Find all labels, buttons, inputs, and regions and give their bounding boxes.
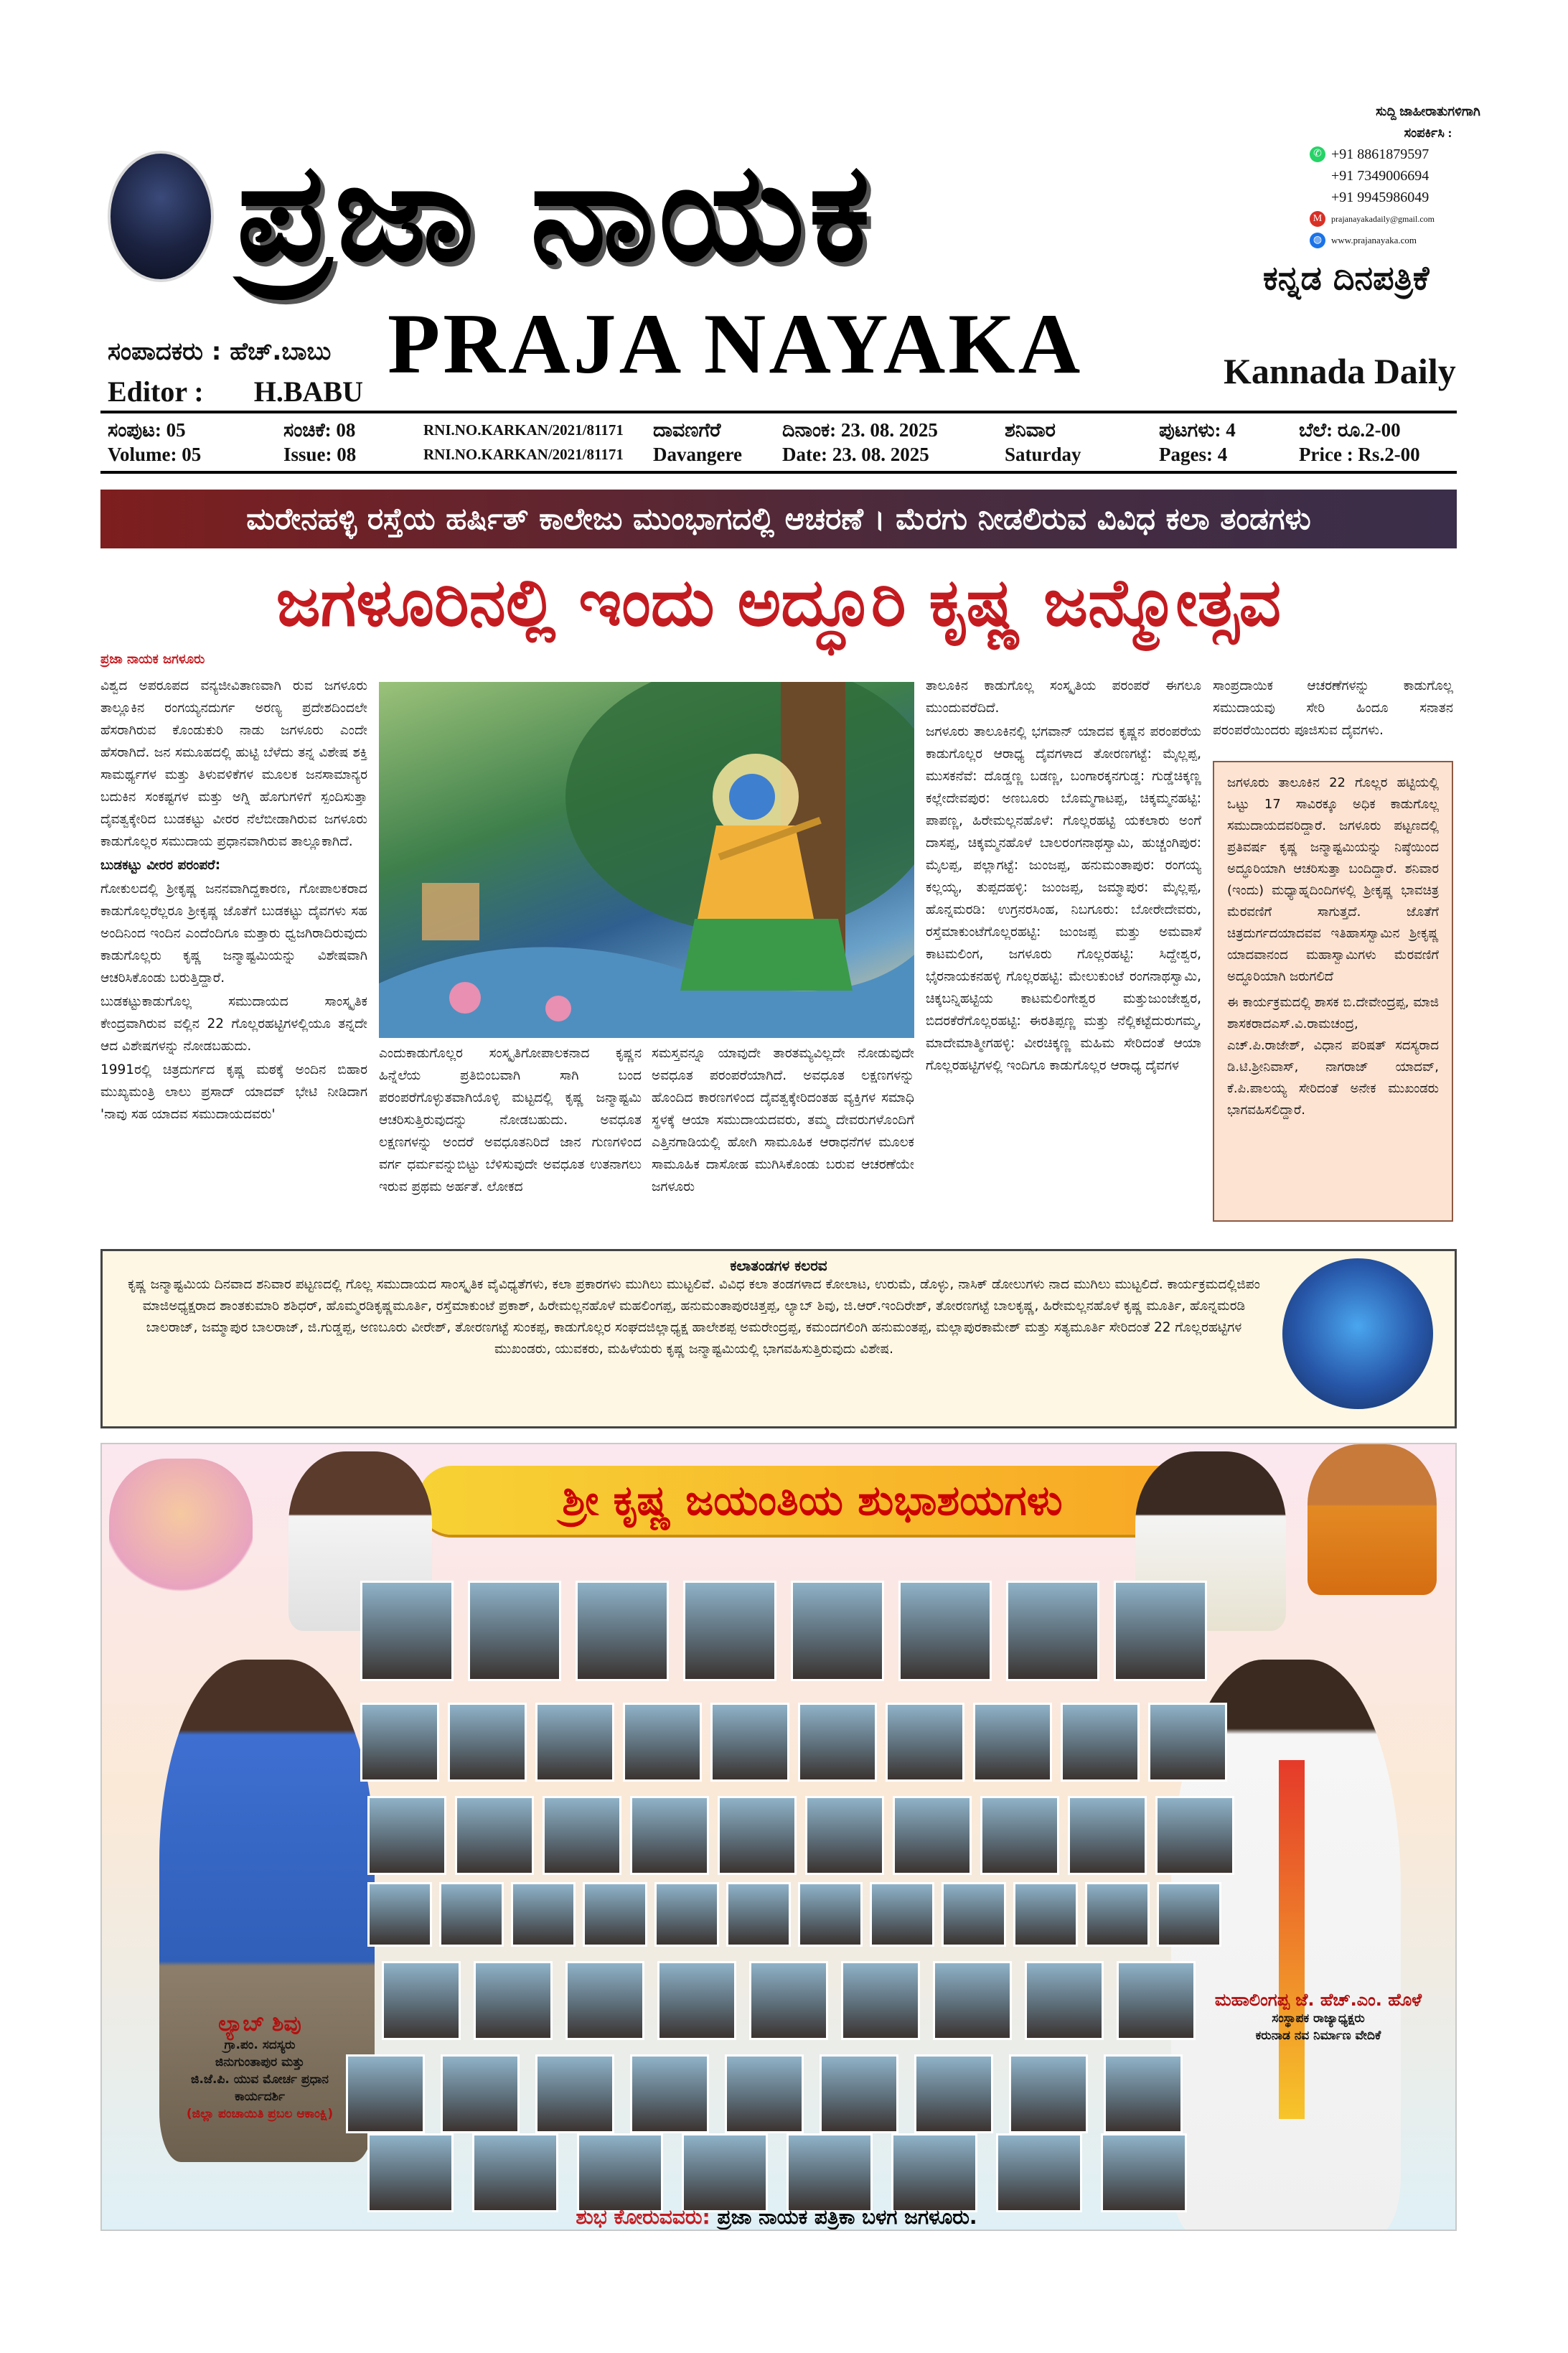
email-icon: M (1310, 211, 1325, 227)
supporter-photo (1155, 1796, 1234, 1875)
supporter-photo (933, 1961, 1012, 2040)
phone-1[interactable]: +91 8861879597 (1331, 146, 1429, 162)
supporter-photo (973, 1703, 1052, 1782)
editor-label: Editor : (108, 375, 204, 408)
supporter-photo (468, 1581, 561, 1681)
editor-kannada: ಸಂಪಾದಕರು : ಹೆಚ್.ಬಾಬು (108, 337, 332, 366)
supporter-photo (1085, 1882, 1150, 1947)
supporter-photo (1068, 1796, 1147, 1875)
supporter-photo (472, 2133, 558, 2212)
supporter-photo (798, 1703, 877, 1782)
supporter-photo (893, 1796, 972, 1875)
supporter-photo (565, 1961, 644, 2040)
rni-info: RNI.NO.KARKAN/2021/81171 RNI.NO.KARKAN/2021/81171 (423, 421, 624, 463)
masthead-subtitle-kannada: ಕನ್ನಡ ದಿನಪತ್ರಿಕೆ (1263, 258, 1429, 297)
krishna-child-image (1282, 1258, 1433, 1409)
article-column-2: ಎಂದುಕಾಡುಗೊಲ್ಲರ ಸಂಸ್ಕೃತಿಗೋಪಾಲಕನಾದ ಕೃಷ್ಣನ ಹಿನ್ನೆಲೆಯ ಪ್ರತಿಬಿಂಬವಾಗಿ ಸಾಗಿ ಬಂದ ಪರಂಪರೆಗೊಳ್ಳುತವಾಗಿಯೊಳ್ಳಿ ಮಟ್ಟದಲ್ಲಿ ಕೃಷ್ಣ ಜನ್ಮಾಷ್ಟಮಿ ಆಚರಿಸುತ್ತಿರುವುದನ್ನು ನೋಡಬಹುದು. ಅವಧೂತ ಲಕ್ಷಣಗಳನ್ನು ಅಂದರೆ ಅವಧೂತನಿರಿದೆ ಜಾನ ಗುಣಗಳಿಂದ ವರ್ಗ ಧರ್ಮವನ್ನುಬಿಟ್ಟು ಬೆಳಿಸುವುದೇ ಅವಧೂತ ಉತನಾಗಲು ಇರುವ ಪ್ರಥಮ ಅರ್ಹತೆ. ಲೋಕದ (379, 1046, 642, 1194)
shawl-decoration (1279, 1760, 1305, 2119)
greeting-advertisement (100, 1443, 1457, 2231)
supporter-photo (441, 2054, 520, 2133)
supporter-photo (657, 1961, 736, 2040)
supporter-photo (455, 1796, 534, 1875)
supporter-photo (535, 2054, 614, 2133)
ambedkar-portrait (108, 151, 214, 282)
supporter-photo (577, 2133, 663, 2212)
supporter-photo (1157, 1882, 1221, 1947)
supporter-photo (914, 2054, 993, 2133)
krishna-scene-icon (379, 682, 914, 1038)
supporter-photo (749, 1961, 828, 2040)
supporter-photo (718, 1796, 797, 1875)
supporter-photo (1148, 1703, 1227, 1782)
right-person-caption: ಮಹಾಲಿಂಗಪ್ಪ ಜೆ. ಹೆಚ್.ಎಂ. ಹೊಳೆ ಸಂಸ್ಥಾಪಕ ರಾಜ್ಯಾಧ್ಯಕ್ಷರು ಕರುನಾಡ ನವ ನಿರ್ಮಾಣ ವೇದಿಕೆ (1214, 1990, 1422, 2043)
supporter-photo (630, 1796, 709, 1875)
krishna-illustration (379, 682, 914, 1038)
contact-block (1310, 100, 1546, 251)
supporter-photo (382, 1961, 461, 2040)
editor-name: H.BABU (253, 375, 363, 408)
supporter-photo (1061, 1703, 1140, 1782)
supporter-photo (623, 1703, 702, 1782)
price-info: ಬೆಲೆ: ರೂ.2-00 Price : Rs.2-00 (1299, 419, 1420, 465)
ad-title: ಶ್ರೀ ಕೃಷ್ಣ ಜಯಂತಿಯ ಶುಭಾಶಯಗಳು (418, 1466, 1207, 1535)
info-sidebox: ಜಗಳೂರು ತಾಲೂಕಿನ 22 ಗೊಲ್ಲರ ಹಟ್ಟಿಯಲ್ಲಿ ಒಟ್ಟು 17 ಸಾವಿರಕ್ಕೂ ಅಧಿಕ ಕಾಡುಗೊಲ್ಲ ಸಮುದಾಯದವರಿದ್ದಾರೆ. ಜಗಳೂರು ಪಟ್ಟಣದಲ್ಲಿ ಪ್ರತಿವರ್ಷ ಕೃಷ್ಣ ಜನ್ಮಾಷ್ಟಮಿಯನ್ನು ನಿಷ್ಠೆಯಿಂದ ಅದ್ಧೂರಿಯಾಗಿ ಆಚರಿಸುತ್ತಾ ಬಂದಿದ್ದಾರೆ. ಶನಿವಾರ (ಇಂದು) ಮಧ್ಯಾಹ್ನದಿಂದಿಗಳಲ್ಲಿ ಶ್ರೀಕೃಷ್ಣ ಭಾವಚಿತ್ರ ಮೆರವಣಿಗೆ ಸಾಗುತ್ತದೆ. ಜೊತೆಗೆ ಚಿತ್ರದುರ್ಗದಯಾದವವ ಇತಿಹಾಸಸ್ವಾಮಿನ ಶ್ರೀಕೃಷ್ಣ ಯಾದವಾನಂದ ಮಹಾಸ್ವಾಮಿಗಳು ಮೆರವಣಿಗೆ ಅದ್ಧೂರಿಯಾಗಿ ಜರುಗಲಿದೆ ಈ ಕಾರ್ಯಕ್ರಮದಲ್ಲಿ ಶಾಸಕ ಬಿ.ದೇವೇಂದ್ರಪ್ಪ, ಮಾಜಿ ಶಾಸಕರಾದಎಸ್.ವಿ.ರಾಮಚಂದ್ರ, ಎಚ್.ಪಿ.ರಾಜೇಶ್, ವಿಧಾನ ಪರಿಷತ್ ಸದಸ್ಯರಾದ ಡಿ.ಟಿ.ಶ್ರೀನಿವಾಸ್, ನಾಗರಾಜ್ ಯಾದವ್, ಕೆ.ಪಿ.ಪಾಲಯ್ಯ ಸೇರಿದಂತೆ ಅನೇಕ ಮುಖಂಡರು ಭಾಗವಹಿಸಲಿದ್ದಾರೆ. (1213, 761, 1453, 1222)
supporter-photo (682, 2133, 768, 2212)
article-column-5: ಸಾಂಪ್ರದಾಯಿಕ ಆಚರಣೆಗಳನ್ನು ಕಾಡುಗೊಲ್ಲ ಸಮುದಾಯವು ಸೇರಿ ಹಿಂದೂ ಸನಾತನ ಪರಂಪರೆಯಿಂದರು ಪೂಜಿಸುವ ದೈವಗಳು. (1213, 678, 1453, 738)
supporter-photo (980, 1796, 1059, 1875)
contact-web[interactable]: www.prajanayaka.com (1331, 235, 1417, 245)
art-troupes-text: ಕೃಷ್ಣ ಜನ್ಮಾಷ್ಟಮಿಯ ದಿನವಾದ ಶನಿವಾರ ಪಟ್ಟಣದಲ್ಲಿ ಗೊಲ್ಲ ಸಮುದಾಯದ ಸಾಂಸ್ಕೃತಿಕ ವೈವಿಧ್ಯತೆಗಳು, ಕಲಾ ಪ್ರಕಾರಗಳು ಮುಗಿಲು ಮುಟ್ಟಲಿವೆ. ವಿವಿಧ ಕಲಾ ತಂಡಗಳಾದ ಕೋಲಾಟ, ಉರುಮೆ, ಡೊಳ್ಳು, ನಾಸಿಕ್ ಡೋಲುಗಳು ನಾದ ಮುಗಿಲು ಮುಟ್ಟಲಿದೆ. ಕಾರ್ಯಕ್ರಮದಲ್ಲಿಜಿಪಂ ಮಾಜಿಅಧ್ಯಕ್ಷರಾದ ಶಾಂತಕುಮಾರಿ ಶಶಿಧರ್, ಹೊಮ್ಮರಡಿಕೃಷ್ಣಮೂರ್ತಿ, ರಸ್ತೆಮಾಕುಂಟೆ ಪ್ರಕಾಶ್, ಹಿರೇಮಲ್ಲನಹೊಳೆ ಮಹಲಿಂಗಪ್ಪ, ಹನುಮಂತಾಪುರಚಿತ್ತಪ್ಪ, ಲ್ಯಾಬ್ ಶಿವು, ಜಿ.ಆರ್.ಇಂದಿರೇಶ್, ತೋರಣಗಟ್ಟೆ ಬಾಲಕೃಷ್ಣ, ಹಿರೇಮಲ್ಲನಹೊಳೆ ಕೃಷ್ಣ ಮೂರ್ತಿ, ಹೊನ್ನಮರಡಿ ಬಾಲರಾಜ್, ಜಮ್ಮಾಪುರ ಬಾಲರಾಜ್, ಜಿ.ಗುಡ್ಡಪ್ಪ, ಅಣಬೂರು ವೀರೇಶ್, ತೋರಣಗಟ್ಟೆ ಸುಂಕಪ್ಪ, ಕಾಡುಗೊಲ್ಲರ ಸಂಘದಜಿಲ್ಲಾಧ್ಯಕ್ಷ ಹಾಲೇಶಪ್ಪ ಅಮರೇಂದ್ರಪ್ಪ, ಕಮಂದಗಲಿಂಗಿ ಹನುಮಂತಪ್ಪ, ಮಲ್ಲಾಪುರಕಾಮೇಶ್ ಮತ್ತು ಸತ್ಯಮೂರ್ತಿ ಸೇರಿದಂತೆ 22 ಗೊಲ್ಲರಹಟ್ಟಿಗಳ ಮುಖಂಡರು, ಯುವಕರು, ಮಹಿಳೆಯರು ಕೃಷ್ಣ ಜನ್ಮಾಷ್ಟಮಿಯಲ್ಲಿ ಭಾಗವಹಿಸುತ್ತಿರುವುದು ವಿಶೇಷ. (128, 1277, 1260, 1357)
article-column-4: ತಾಲೂಕಿನ ಕಾಡುಗೊಲ್ಲ ಸಂಸ್ಕೃತಿಯ ಪರಂಪರೆ ಈಗಲೂ ಮುಂದುವರೆದಿದೆ. ಜಗಳೂರು ತಾಲೂಕಿನಲ್ಲಿ ಭಗವಾನ್ ಯಾದವ ಕೃಷ್ಣನ ಪರಂಪರೆಯ ಕಾಡುಗೊಲ್ಲರ ಆರಾಧ್ಯ ದೈವಗಳಾದ ತೋರಣಗಟ್ಟೆ: ಮೈಲ್ಲಪ್ಪ, ಮುಸಕನೆವೆ: ದೊಡ್ಡಣ್ಣ ಬಡಣ್ಣ, ಬಂಗಾರಕ್ಕನಗುಡ್ಡ: ಗುಡ್ಡೆಚಿಕ್ಕಣ್ಣ ಕಲ್ಲೇದೇವಪುರ: ಅಣಬೂರು ಬೊಮ್ಮಗಾಟಪ್ಪ, ಚಿಕ್ಕಮ್ಮನಹಟ್ಟಿ: ಪಾಪಣ್ಣ, ಹಿರೇಮಲ್ಲನಹೊಳೆ: ಗೊಲ್ಲರಹಟ್ಟಿ ಯಕಲಾರು ಅಂಗೆ ದಾಸಪ್ಪ, ಚಿಕ್ಕಮ್ಮನಹೊಳೆ ಬಾಲರಂಗನಾಥಸ್ವಾಮಿ, ಹುಚ್ಚಂಗಿಪುರ: ಮೈಲಪ್ಪ, ಪಲ್ಲಾಗಟ್ಟೆ: ಜುಂಜಪ್ಪ, ಹನುಮಂತಾಪುರ: ರಂಗಯ್ಯ ಕಲ್ಲಯ್ಯ, ತುಪ್ಪದಹಳ್ಳಿ: ಜುಂಜಪ್ಪ, ಜಮ್ಮಾಪುರ: ಮೈಲ್ಲಪ್ಪ, ಹೊನ್ನಮರಡಿ: ಉಗ್ರನರಸಿಂಹ, ನಿಬಗೂರು: ಬೋರೇದೇವರು, ರಸ್ತೆಮಾಕುಂಟೆಗೊಲ್ಲರಹಟ್ಟಿ: ಜುಂಜಪ್ಪ ಮತ್ತು ಅಮವಾಸೆ ಕಾಟಮಲಿಂಗ, ಜಗಳೂರು ಗೊಲ್ಲರಹಟ್ಟಿ: ಸಿದ್ದೇಶ್ವರ, ಭೈರನಾಯಕನಹಳ್ಳಿ ಗೊಲ್ಲರಹಟ್ಟಿ: ಮೇಲುಕುಂಟೆ ರಂಗನಾಥಸ್ವಾಮಿ, ಚಿಕ್ಕಬನ್ನಿಹಟ್ಟಿಯ ಕಾಟಮಲಿಂಗೇಶ್ವರ ಮತ್ತುಜುಂಜೇಶ್ವರ, ಬಿದರಕೆರೆಗೊಲ್ಲರಹಟ್ಟಿ: ಈರತಿಪ್ಪಣ್ಣ ಮತ್ತು ನೆಲ್ಲಿಕಟ್ಟೆದುರುಗಮ್ಮ, ಮಾದೇಮಾತ್ಮೀಗಹಳ್ಳಿ: ವೀರಚಿಕ್ಕಣ್ಣ ಮಹಿಮ ಸೇರಿದಂತೆ ಆಯಾ ಗೊಲ್ಲರಹಟ್ಟಿಗಳಲ್ಲಿ ಇಂದಿಗೂ ಕಾಡುಗೊಲ್ಲರ ಆರಾಧ್ಯ ದೈವಗಳ (926, 678, 1201, 1073)
baby-krishna-image (109, 1459, 253, 1617)
supporter-photo (683, 1581, 776, 1681)
phone-2[interactable]: +91 7349006694 (1331, 168, 1429, 184)
supporter-photo (870, 1882, 934, 1947)
supporter-photo (1013, 1882, 1078, 1947)
article-column-3: ಸಮಸ್ತವನ್ನೂ ಯಾವುದೇ ತಾರತಮ್ಯವಿಲ್ಲದೇ ನೋಡುವುದೇ ಅವಧೂತ ಪರಂಪರೆಯಾಗಿದೆ. ಅವಧೂತ ಲಕ್ಷಣಗಳನ್ನು ಹೊಂದಿದ ಕಾರಣಗಳಿಂದ ದೈವತ್ವಕ್ಕೇರಿದಂತಹ ವ್ಯಕ್ತಿಗಳ ಸಮಾಧಿ ಸ್ಥಳಕ್ಕೆ ಆಯಾ ಸಮುದಾಯದವರು, ತಮ್ಮ ದೇವರುಗಳೊಂದಿಗೆ ಎತ್ತಿನಗಾಡಿಯಲ್ಲಿ ಹೋಗಿ ಸಾಮೂಹಿಕ ಆರಾಧನೆಗಳ ಮೂಲಕ ಸಾಮೂಹಿಕ ದಾಸೋಹ ಮುಗಿಸಿಕೊಂಡು ಬರುವ ಆಚರಣೆಯೇ ಜಗಳೂರು (652, 1046, 914, 1194)
supporter-photo (1114, 1581, 1207, 1681)
art-troupes-title: ಕಲಾತಂಡಗಳ ಕಲರವ (730, 1257, 827, 1274)
bottom-rule (100, 471, 1457, 474)
editor-english (108, 375, 363, 408)
article-column-1: ವಿಶ್ವದ ಅಪರೂಪದ ವನ್ಯಜೀವಿತಾಣವಾಗಿ ರುವ ಜಗಳೂರು ತಾಲ್ಲೂಕಿನ ರಂಗಯ್ಯನದುರ್ಗ ಅರಣ್ಯ ಪ್ರದೇಶದಿಂದಲೇ ಹೆಸರಾಗಿರುವ ಕೊಂಡುಕುರಿ ನಾಡು ಜಗಳೂರು ಎಂದೇ ಹೆಸರಾಗಿದೆ. ಜನ ಸಮೂಹದಲ್ಲಿ ಹುಟ್ಟಿ ಬೆಳೆದು ತನ್ನ ವಿಶೇಷ ಶಕ್ತಿ ಸಾಮರ್ಥ್ಯಗಳ ಮತ್ತು ತಿಳುವಳಿಕೆಗಳ ಮೂಲಕ ಜನಸಾಮಾನ್ಯರ ಬದುಕಿನ ಸಂಕಷ್ಟಗಳ ಮತ್ತು ಅಗ್ನಿ ಹೊಗುಗಳಿಗೆ ಸ್ಪಂದಿಸುತ್ತಾ ದೈವತ್ವಕ್ಕೇರಿದ ಬುಡಕಟ್ಟು ವೀರರ ನೆಲೆಬೀಡಾಗಿರುವ ಜಗಳೂರು ಕಾಡುಗೊಲ್ಲರ ಸಮುದಾಯ ಪ್ರಧಾನವಾಗಿರುವ ತಾಲ್ಲೂಕಾಗಿದೆ. ಬುಡಕಟ್ಟು ವೀರರ ಪರಂಪರೆ: ಗೋಕುಲದಲ್ಲಿ ಶ್ರೀಕೃಷ್ಣ ಜನನವಾಗಿದ್ದಕಾರಣ, ಗೋಪಾಲಕರಾದ ಕಾಡುಗೊಲ್ಲರೆಲ್ಲರೂ ಶ್ರೀಕೃಷ್ಣ ಜೊತೆಗೆ ಬುಡಕಟ್ಟು ದೈವಗಳು ಸಹ ಅಂದಿನಿಂದ ಇಂದಿನ ಎಂದೆಂದಿಗೂ ಮತ್ತಾರು ಧ್ವಜಗಿರಾದಿರುವುದು ಕಾಡುಗೊಲ್ಲರು ಕೃಷ್ಣ ಜನ್ಮಾಷ್ಟಮಿಯನ್ನು ವಿಶೇಷವಾಗಿ ಆಚರಿಸಿಕೊಂಡು ಬರುತ್ತಿದ್ದಾರೆ. ಬುಡಕಟ್ಟುಕಾಡುಗೊಲ್ಲ ಸಮುದಾಯದ ಸಾಂಸ್ಕೃತಿಕ ಕೇಂದ್ರವಾಗಿರುವ ವಲ್ಲಿನ 22 ಗೊಲ್ಲರಹಟ್ಟಿಗಳಲ್ಲಿಯೂ ತನ್ನದೇ ಆದ ವಿಶೇಷಗಳನ್ನು ನೋಡಬಹುದು. 1991ರಲ್ಲಿ ಚಿತ್ರದುರ್ಗದ ಕೃಷ್ಣ ಮಠಕ್ಕೆ ಅಂದಿನ ಬಿಹಾರ ಮುಖ್ಯಮಂತ್ರಿ ಲಾಲು ಪ್ರಸಾದ್ ಯಾದವ್ ಭೇಟಿ ನೀಡಿದಾಗ 'ನಾವು ಸಹ ಯಾದವ ಸಮುದಾಯದವರು' (100, 678, 367, 1122)
contact-heading: ಸುದ್ದಿ ಜಾಹೀರಾತುಗಳಿಗಾಗಿ (1376, 104, 1480, 118)
supporter-photo (654, 1882, 719, 1947)
supporter-photo (1025, 1961, 1104, 2040)
swami-photo (1308, 1444, 1437, 1595)
supporter-photo (1117, 1961, 1196, 2040)
supporter-photo (820, 2054, 898, 2133)
supporter-photo (367, 1882, 432, 1947)
city-info: ದಾವಣಗೆರೆ Davangere (653, 419, 742, 465)
art-troupes-box (100, 1249, 1457, 1428)
supporter-photo (511, 1882, 576, 1947)
supporter-photo (367, 2133, 454, 2212)
supporter-photo (1006, 1581, 1099, 1681)
supporter-photo (710, 1703, 789, 1782)
supporter-photo (360, 1703, 439, 1782)
masthead-subtitle-english: Kannada Daily (1224, 351, 1456, 391)
sub-headline-banner: ಮರೇನಹಳ್ಳಿ ರಸ್ತೆಯ ಹರ್ಷಿತ್ ಕಾಲೇಜು ಮುಂಭಾಗದಲ್ಲಿ ಆಚರಣೆ । ಮೆರಗು ನೀಡಲಿರುವ ವಿವಿಧ ಕಲಾ ತಂಡಗಳು (100, 490, 1457, 548)
whatsapp-icon: ✆ (1310, 146, 1325, 162)
supporter-photo (630, 2054, 709, 2133)
contact-heading-2: ಸಂಪರ್ಕಿಸಿ : (1404, 126, 1452, 140)
date-info: ದಿನಾಂಕ: 23. 08. 2025 Date: 23. 08. 2025 (782, 419, 938, 465)
supporter-photo (439, 1882, 504, 1947)
supporter-photo (942, 1882, 1006, 1947)
main-headline: ಜಗಳೂರಿನಲ್ಲಿ ಇಂದು ಅದ್ಧೂರಿ ಕೃಷ್ಣ ಜನ್ಮೋತ್ಸವ (276, 564, 1282, 641)
ad-footer: ಶುಭ ಕೋರುವವರು: ಪ್ರಜಾ ನಾಯಕ ಪತ್ರಿಕಾ ಬಳಗ ಜಗಳೂರು. (576, 2205, 977, 2229)
volume-info: ಸಂಪುಟ: 05 Volume: 05 (108, 419, 202, 465)
contact-email[interactable]: prajanayakadaily@gmail.com (1331, 214, 1435, 224)
supporter-photo (886, 1703, 964, 1782)
left-person-caption: ಲ್ಯಾಬ್ ಶಿವು ಗ್ರಾ.ಪಂ. ಸದಸ್ಯರು ಜಿನುಗುಂತಾಪುರ ಮತ್ತು ಜಿ.ಜೆ.ಪಿ. ಯುವ ಮೋರ್ಚ ಪ್ರಧಾನ ಕಾರ್ಯದರ್ಶಿ (ಜಿಲ್ಲಾ ಪಂಚಾಯಿತಿ ಪ್ರಬಲ ಆಕಾಂಕ್ಷಿ) (186, 2011, 334, 2121)
day-info: ಶನಿವಾರ Saturday (1005, 419, 1081, 465)
pages-info: ಪುಟಗಳು: 4 Pages: 4 (1159, 419, 1236, 465)
supporter-photo (535, 1703, 614, 1782)
top-rule (100, 411, 1457, 413)
issue-info: ಸಂಚಿಕೆ: 08 Issue: 08 (283, 419, 357, 465)
globe-icon: ◍ (1310, 233, 1325, 248)
supporter-photo (1101, 2133, 1187, 2212)
masthead-title-kannada: ಪ್ರಜಾ ನಾಯಕ (237, 131, 875, 291)
byline: ಪ್ರಜಾ ನಾಯಕ ಜಗಳೂರು (100, 652, 205, 667)
supporter-photo (583, 1882, 647, 1947)
supporter-photo (898, 1581, 992, 1681)
supporter-photo (474, 1961, 553, 2040)
supporter-photo (725, 2054, 804, 2133)
supporter-photo (798, 1882, 863, 1947)
supporter-photo (791, 1581, 884, 1681)
supporter-photo (996, 2133, 1082, 2212)
supporter-photo (367, 1796, 446, 1875)
supporter-photo (1104, 2054, 1183, 2133)
supporter-photo (787, 2133, 873, 2212)
masthead-title-english: PRAJA NAYAKA (388, 296, 1084, 391)
supporter-photo (1009, 2054, 1088, 2133)
supporter-photo (805, 1796, 884, 1875)
supporter-photo (891, 2133, 977, 2212)
supporter-photo (726, 1882, 791, 1947)
phone-3[interactable]: +91 9945986049 (1331, 190, 1429, 205)
supporter-photo (448, 1703, 527, 1782)
supporter-photo (841, 1961, 920, 2040)
supporter-photo (576, 1581, 669, 1681)
supporter-photo (360, 1581, 454, 1681)
supporter-photo (543, 1796, 621, 1875)
